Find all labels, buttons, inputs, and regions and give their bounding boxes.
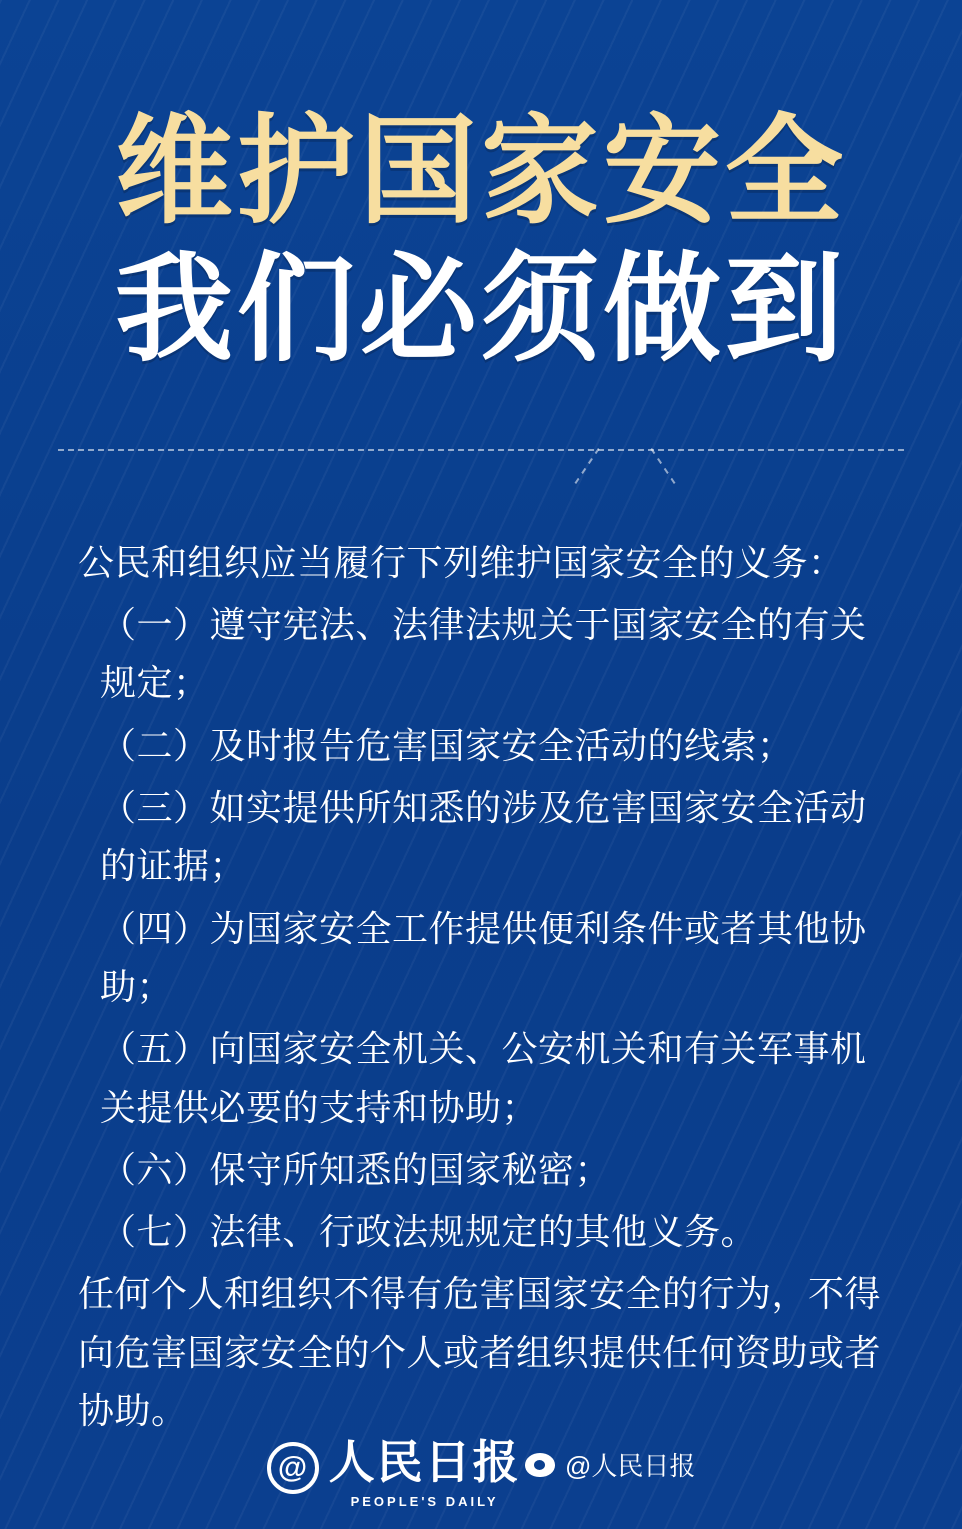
body-item-5: （五）向国家安全机关、公安机关和有关军事机关提供必要的支持和协助； <box>100 1029 867 1129</box>
peoples-daily-logo <box>267 1426 521 1509</box>
body-closing: 任何个人和组织不得有危害国家安全的行为，不得向危害国家安全的个人或者组织提供任何资助或者协助。 <box>78 1274 882 1433</box>
weibo-handle-label: @人民日报 <box>565 1451 696 1481</box>
body-item-4: （四）为国家安全工作提供便利条件或者其他协助； <box>100 908 867 1008</box>
at-symbol-icon: @ <box>267 1442 319 1494</box>
body-item-2: （二）及时报告危害国家安全活动的线索； <box>100 725 794 767</box>
divider-dashed-line <box>58 449 904 451</box>
brand-name: 人民日报 <box>328 1436 521 1488</box>
title-line-1: 维护国家安全 <box>114 106 847 238</box>
poster-title <box>0 0 962 377</box>
divider-notch-icon <box>596 448 662 486</box>
brand-subtitle: PEOPLE'S DAILY <box>350 1494 499 1509</box>
body-item-7: （七）法律、行政法规规定的其他义务。 <box>100 1212 758 1254</box>
body-item-6: （六）保守所知悉的国家秘密； <box>100 1149 612 1191</box>
weibo-handle-row[interactable] <box>525 1446 695 1483</box>
body-text-block <box>78 535 884 1442</box>
section-divider <box>0 443 962 493</box>
title-line-2: 我们必须做到 <box>114 244 847 377</box>
body-item-1: （一）遵守宪法、法律法规关于国家安全的有关规定； <box>100 605 867 705</box>
weibo-icon <box>525 1453 555 1477</box>
poster-footer <box>0 1426 962 1509</box>
body-lead: 公民和组织应当履行下列维护国家安全的义务： <box>78 542 845 584</box>
body-item-3: （三）如实提供所知悉的涉及危害国家安全活动的证据； <box>100 787 867 888</box>
